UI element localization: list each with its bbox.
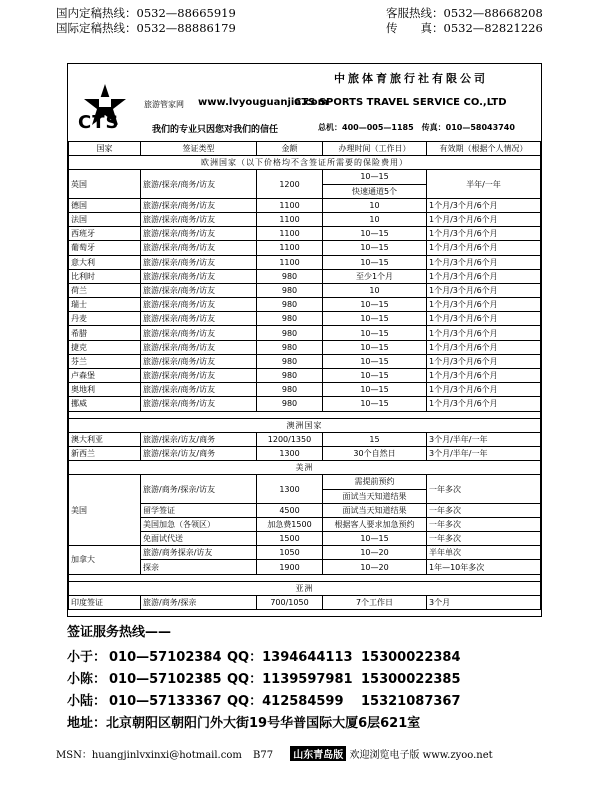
table-cell: 980 bbox=[257, 298, 323, 312]
table-cell: 旅游/探亲/访友/商务 bbox=[141, 446, 257, 460]
section-title: 亚洲 bbox=[69, 581, 541, 595]
table-cell: 旅游/探亲/商务/访友 bbox=[141, 383, 257, 397]
table-cell: 加拿大 bbox=[69, 546, 141, 574]
table-cell: 1个月/3个月/6个月 bbox=[427, 369, 541, 383]
table-cell: 10—15 bbox=[323, 241, 427, 255]
table-row bbox=[69, 369, 541, 383]
table-cell: 1个月/3个月/6个月 bbox=[427, 212, 541, 226]
edition-badge: 山东青岛版 bbox=[290, 746, 346, 761]
table-cell: 荷兰 bbox=[69, 283, 141, 297]
table-cell: 新西兰 bbox=[69, 446, 141, 460]
visa-price-table bbox=[68, 141, 541, 610]
section-america bbox=[69, 461, 541, 475]
table-cell: 需提前预约 bbox=[323, 475, 427, 489]
contact-qq: QQ：1394644113 bbox=[227, 650, 353, 665]
table-cell: 1100 bbox=[257, 227, 323, 241]
company-name-cn: 中旅体育旅行社有限公司 bbox=[334, 72, 488, 85]
table-cell: 1个月/3个月/6个月 bbox=[427, 354, 541, 368]
table-cell: 980 bbox=[257, 269, 323, 283]
contact-name: 小陆： bbox=[67, 694, 107, 709]
domestic-hotline: 国内定稿热线：0532—88665919 bbox=[56, 6, 236, 20]
table-cell: 1050 bbox=[257, 546, 323, 560]
table-cell: 留学签证 bbox=[141, 503, 257, 517]
table-row bbox=[69, 475, 541, 489]
table-cell: 卢森堡 bbox=[69, 369, 141, 383]
table-cell: 旅游/探亲/商务/访友 bbox=[141, 269, 257, 283]
table-cell: 1100 bbox=[257, 198, 323, 212]
hotline-title: 签证服务热线—— bbox=[67, 625, 172, 640]
table-row bbox=[69, 269, 541, 283]
table-cell: 1200 bbox=[257, 170, 323, 198]
table-row bbox=[69, 212, 541, 226]
table-cell: 澳大利亚 bbox=[69, 432, 141, 446]
table-cell: 10—15 bbox=[323, 397, 427, 411]
table-cell: 免面试代送 bbox=[141, 532, 257, 546]
table-row bbox=[69, 432, 541, 446]
table-cell: 10—15 bbox=[323, 354, 427, 368]
table-cell: 希腊 bbox=[69, 326, 141, 340]
header-validity: 有效期（根据个人情况） bbox=[427, 142, 541, 156]
table-cell: 比利时 bbox=[69, 269, 141, 283]
table-cell: 980 bbox=[257, 383, 323, 397]
table-cell: 旅游/探亲/商务/访友 bbox=[141, 241, 257, 255]
table-row bbox=[69, 340, 541, 354]
table-cell: 旅游/探亲/商务/访友 bbox=[141, 255, 257, 269]
table-row bbox=[69, 354, 541, 368]
table-cell: 旅游/探亲/商务/访友 bbox=[141, 354, 257, 368]
table-cell: 一年多次 bbox=[427, 475, 541, 503]
table-cell: 旅游/探亲/商务/访友 bbox=[141, 340, 257, 354]
table-cell: 半年/一年 bbox=[427, 170, 541, 198]
table-cell: 1500 bbox=[257, 532, 323, 546]
table-cell: 捷克 bbox=[69, 340, 141, 354]
table-cell: 1个月/3个月/6个月 bbox=[427, 340, 541, 354]
table-cell: 一年多次 bbox=[427, 532, 541, 546]
header-visa-type: 签证类型 bbox=[141, 142, 257, 156]
table-cell: 英国 bbox=[69, 170, 141, 198]
domestic-hotlines bbox=[56, 6, 236, 36]
table-row bbox=[69, 283, 541, 297]
table-row bbox=[69, 546, 541, 560]
table-row bbox=[69, 227, 541, 241]
table-cell: 美国 bbox=[69, 475, 141, 546]
table-cell: 1100 bbox=[257, 212, 323, 226]
table-cell: 1个月/3个月/6个月 bbox=[427, 397, 541, 411]
table-cell: 旅游/商务探亲/访友 bbox=[141, 546, 257, 560]
table-cell: 面试当天知道结果 bbox=[323, 503, 427, 517]
table-cell: 西班牙 bbox=[69, 227, 141, 241]
contact-name: 小陈： bbox=[67, 672, 107, 687]
company-contact: 总机：400—005—1185 传真：010—58043740 bbox=[318, 123, 515, 132]
table-cell: 10—15 bbox=[323, 255, 427, 269]
contact-row bbox=[67, 668, 461, 687]
table-cell: 一年多次 bbox=[427, 503, 541, 517]
section-oceania bbox=[69, 418, 541, 432]
header-processing-time: 办理时间（工作日） bbox=[323, 142, 427, 156]
table-cell: 旅游/探亲/商务/访友 bbox=[141, 170, 257, 198]
table-cell: 10—20 bbox=[323, 546, 427, 560]
table-cell: 10—15 bbox=[323, 532, 427, 546]
table-cell: 意大利 bbox=[69, 255, 141, 269]
table-cell: 1个月/3个月/6个月 bbox=[427, 269, 541, 283]
contact-row bbox=[67, 646, 461, 665]
table-cell: 10—15 bbox=[323, 383, 427, 397]
table-cell: 980 bbox=[257, 340, 323, 354]
table-row bbox=[69, 326, 541, 340]
table-cell: 10 bbox=[323, 198, 427, 212]
table-cell: 1个月/3个月/6个月 bbox=[427, 198, 541, 212]
table-cell: 1个月/3个月/6个月 bbox=[427, 383, 541, 397]
table-cell: 美国加急（各领区） bbox=[141, 517, 257, 531]
visa-advert bbox=[67, 63, 542, 617]
table-cell: 半年单次 bbox=[427, 546, 541, 560]
table-cell: 1个月/3个月/6个月 bbox=[427, 255, 541, 269]
office-address: 地址：北京朝阳区朝阳门外大街19号华普国际大厦6层621室 bbox=[67, 716, 421, 731]
contact-phone: 010—57133367 bbox=[109, 694, 222, 709]
table-cell: 旅游/商务/探亲 bbox=[141, 595, 257, 609]
contact-phone: 010—57102384 bbox=[109, 650, 222, 665]
table-row bbox=[69, 170, 541, 184]
table-cell: 1个月/3个月/6个月 bbox=[427, 227, 541, 241]
section-title: 欧洲国家（以下价格均不含签证所需要的保险费用） bbox=[69, 156, 541, 170]
table-cell: 旅游/探亲/商务/访友 bbox=[141, 298, 257, 312]
table-cell: 挪威 bbox=[69, 397, 141, 411]
table-cell: 一年多次 bbox=[427, 517, 541, 531]
section-asia bbox=[69, 581, 541, 595]
contact-row bbox=[67, 690, 461, 709]
table-cell: 1个月/3个月/6个月 bbox=[427, 326, 541, 340]
table-row bbox=[69, 574, 541, 581]
site-url[interactable]: www.lvyouguanjia.com bbox=[198, 97, 329, 108]
table-cell: 980 bbox=[257, 326, 323, 340]
table-cell: 旅游/探亲/商务/访友 bbox=[141, 212, 257, 226]
section-title: 澳洲国家 bbox=[69, 418, 541, 432]
table-cell: 奥地利 bbox=[69, 383, 141, 397]
table-cell: 旅游/探亲/商务/访友 bbox=[141, 312, 257, 326]
slogan: 我们的专业只因您对我们的信任 bbox=[152, 125, 279, 135]
table-cell: 葡萄牙 bbox=[69, 241, 141, 255]
logo-text: CTS bbox=[78, 112, 120, 133]
table-cell: 快速通道5个 bbox=[323, 184, 427, 198]
table-cell: 10 bbox=[323, 283, 427, 297]
service-hotline: 客服热线：0532—88668208 bbox=[386, 6, 543, 20]
table-cell: 980 bbox=[257, 312, 323, 326]
table-cell: 1年—10年多次 bbox=[427, 560, 541, 574]
table-row bbox=[69, 298, 541, 312]
table-row bbox=[69, 241, 541, 255]
header-country: 国家 bbox=[69, 142, 141, 156]
table-cell: 980 bbox=[257, 369, 323, 383]
service-hotlines bbox=[386, 6, 543, 36]
table-row bbox=[69, 446, 541, 460]
table-header-row bbox=[69, 142, 541, 156]
section-title: 美洲 bbox=[69, 461, 541, 475]
company-name-en: CTS SPORTS TRAVEL SERVICE CO.,LTD bbox=[294, 97, 507, 108]
contact-qq: QQ：1139597981 bbox=[227, 672, 353, 687]
section-europe bbox=[69, 156, 541, 170]
table-cell: 10—15 bbox=[323, 326, 427, 340]
table-row bbox=[69, 411, 541, 418]
table-cell: 1900 bbox=[257, 560, 323, 574]
table-cell: 印度签证 bbox=[69, 595, 141, 609]
table-cell: 980 bbox=[257, 283, 323, 297]
table-cell: 1个月/3个月/6个月 bbox=[427, 241, 541, 255]
contact-mobile: 15300022385 bbox=[361, 672, 461, 687]
site-name: 旅游管家网 bbox=[144, 100, 184, 109]
table-cell: 探亲 bbox=[141, 560, 257, 574]
table-cell: 4500 bbox=[257, 503, 323, 517]
table-cell: 1300 bbox=[257, 475, 323, 503]
table-cell: 3个月/半年/一年 bbox=[427, 432, 541, 446]
table-cell: 10—15 bbox=[323, 298, 427, 312]
page-footer bbox=[56, 746, 493, 761]
table-cell: 1200/1350 bbox=[257, 432, 323, 446]
table-cell: 10—15 bbox=[323, 170, 427, 184]
table-cell: 15 bbox=[323, 432, 427, 446]
table-row bbox=[69, 255, 541, 269]
table-row bbox=[69, 397, 541, 411]
contact-mobile: 15321087367 bbox=[361, 694, 461, 709]
table-cell: 10 bbox=[323, 212, 427, 226]
table-cell: 3个月 bbox=[427, 595, 541, 609]
spacer-cell bbox=[69, 411, 541, 418]
table-cell: 980 bbox=[257, 397, 323, 411]
table-row bbox=[69, 383, 541, 397]
table-cell: 面试当天知道结果 bbox=[323, 489, 427, 503]
msn-contact: MSN：huangjinlvxinxi@hotmail.com bbox=[56, 750, 242, 761]
table-cell: 旅游/商务/探亲/访友 bbox=[141, 475, 257, 503]
welcome-text: 欢迎浏览电子版 www.zyoo.net bbox=[349, 750, 493, 761]
table-cell: 旅游/探亲/商务/访友 bbox=[141, 283, 257, 297]
table-cell: 旅游/探亲/商务/访友 bbox=[141, 227, 257, 241]
table-cell: 旅游/探亲/商务/访友 bbox=[141, 397, 257, 411]
contact-name: 小于： bbox=[67, 650, 107, 665]
table-cell: 10—15 bbox=[323, 340, 427, 354]
table-cell: 1个月/3个月/6个月 bbox=[427, 283, 541, 297]
table-cell: 3个月/半年/一年 bbox=[427, 446, 541, 460]
table-cell: 700/1050 bbox=[257, 595, 323, 609]
header-price: 金额 bbox=[257, 142, 323, 156]
table-cell: 芬兰 bbox=[69, 354, 141, 368]
table-cell: 30个自然日 bbox=[323, 446, 427, 460]
spacer-cell bbox=[69, 574, 541, 581]
table-cell: 10—20 bbox=[323, 560, 427, 574]
table-cell: 加急费1500 bbox=[257, 517, 323, 531]
contact-qq: QQ：412584599 bbox=[227, 694, 344, 709]
table-cell: 10—15 bbox=[323, 369, 427, 383]
table-cell: 旅游/探亲/访友/商务 bbox=[141, 432, 257, 446]
table-cell: 法国 bbox=[69, 212, 141, 226]
table-row bbox=[69, 312, 541, 326]
table-cell: 旅游/探亲/商务/访友 bbox=[141, 198, 257, 212]
international-hotline: 国际定稿热线：0532—88886179 bbox=[56, 21, 236, 35]
fax-number: 传 真：0532—82821226 bbox=[386, 21, 543, 35]
table-cell: 至少1个月 bbox=[323, 269, 427, 283]
table-row bbox=[69, 595, 541, 609]
page-number: B77 bbox=[253, 750, 274, 761]
table-cell: 1100 bbox=[257, 255, 323, 269]
table-row bbox=[69, 198, 541, 212]
table-cell: 1100 bbox=[257, 241, 323, 255]
table-cell: 10—15 bbox=[323, 312, 427, 326]
contact-mobile: 15300022384 bbox=[361, 650, 461, 665]
table-cell: 德国 bbox=[69, 198, 141, 212]
table-cell: 980 bbox=[257, 354, 323, 368]
table-cell: 1个月/3个月/6个月 bbox=[427, 298, 541, 312]
contact-phone: 010—57102385 bbox=[109, 672, 222, 687]
table-cell: 7个工作日 bbox=[323, 595, 427, 609]
table-cell: 旅游/探亲/商务/访友 bbox=[141, 326, 257, 340]
table-cell: 1300 bbox=[257, 446, 323, 460]
table-cell: 1个月/3个月/6个月 bbox=[427, 312, 541, 326]
table-cell: 10—15 bbox=[323, 227, 427, 241]
table-cell: 丹麦 bbox=[69, 312, 141, 326]
table-cell: 根据客人要求加急预约 bbox=[323, 517, 427, 531]
table-cell: 旅游/探亲/商务/访友 bbox=[141, 369, 257, 383]
table-cell: 瑞士 bbox=[69, 298, 141, 312]
